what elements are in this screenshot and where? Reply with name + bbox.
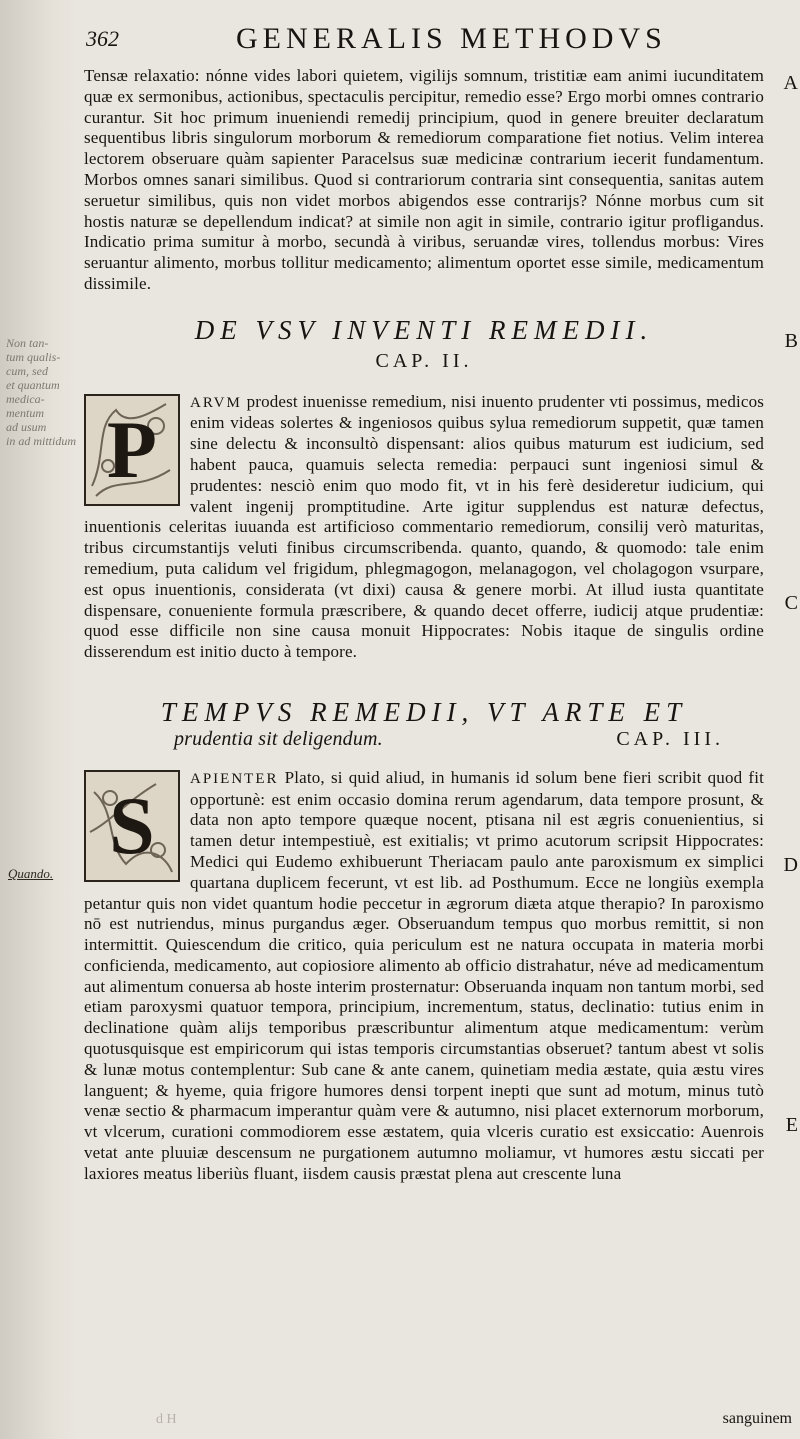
chapter-3-text: Plato, si quid aliud, in humanis id solum bene fieri scribit quod fit opportunè: est enim occasio domina rerum agendarum, data tempore prosunt, & data non apto tempore quæque nocent, ptisana nil est ægris conuenientius, si tamen detur intempestiuè, est exitialis; vt primo acutorum scripsit Hippocrates: Medici qui Eudemo exhibuerunt Theriacam paulo ante paroxismum ex simplici quartana duplicem fecerunt, vt est lib. ad Posthumum. Ecce ne longiùs exempla petantur quis non videt quantum hodie peccetur in ægrorum diæta atque therapio? In paroxismo nō est nutriendus, minus purgandus æger. Obseruandum tempus quo morbus remittit, si non intermittit. Quiescendum die critico, quia periculum est ne natura occupata in materia morbi conficienda, medicamento, aut copiosiore alimento ab officio distrahatur, néve ad medicamentum aut alimentum conuersa ab hoste interim prosternatur: Obseruanda inquam non tantum morbi, sed etiam paroxysmi quatuor tempora, principium, incrementum, status, declinatio: tutius enim in declinatione quàm alijs temporibus præscribuntur alimentum atque medicamentum: verùm quotusquisque est empiricorum qui istas temporis circumstantias obseruet? tantum abest vt solis & lunæ motus contemplentur: Sub cane & ante canem, quinetiam media æstate, quia æstu vires languent; & hyeme, quia frigore humores densi torpent inepti que sunt ad motum, minus tutò venæ sectio & pharmacum imperantur quàm vere & autumno, nisi placet externorum morborum, vt vlcerum, curationi commodiorem esse æstatem, quia vlceris curatio est exsiccatio: Auenrois vetat ante pluuiæ descensum ne purgationem autumno moliamur, vt humores æstu siccati per laxiores meatus liberiùs fluant, iisdem causis præstat plena aut crescente luna [84, 767, 764, 1183]
chapter-2-text: prodest inuenisse remedium, nisi inuento prudenter vti possimus, medicos enim videas solertes & ingeniosos quibus sylua remediorum suppetit, quæ tamen sine delectu & inconsultò dispensant: alios quibus maturum est iudicium, sed habent pauca, quamuis selecta remedia: perpauci sunt ingeniosi simul & prudentes: nesciò enim quo modo fit, vt in his ferè desideretur iudicium, qui valent ingenij promptitudine. Arte igitur supplendus est naturæ defectus, inuentionis celeritas iuuanda est artificioso commentario remediorum, consilij verò maturitas, tribus circumstantijs veluti finibus circumscribenda. quanto, quando, & quomodo: tale enim remedium, puta calidum vel frigidum, phlegmagogon, melanagogon, vel cholagogon vsurpare, est opus inuentionis, considerata (vt dixi) causa & genere morbi. At illud iusta quantitate dispensare, conueniente formula præscribere, & quando decet offerre, iudicij atque prudentiæ: quod esse difficile non sine causa monuit Hippocrates: Nobis itaque de singulis ordine disserendum est initio ducto à tempore. [84, 391, 764, 662]
signature-mark: d H [156, 1412, 177, 1427]
chapter-3-cap: CAP. III. [616, 727, 724, 750]
running-header [86, 22, 776, 58]
chapter-3-heading: TEMPVS REMEDII, VT ARTE ET [160, 696, 688, 727]
paragraph-opening: Tensæ relaxatio: nónne vides labori quietem, vigilijs somnum, tristitiæ eam animi iucunditatem quæ ex sermonibus, actionibus, spectaculis percipitur, remedio esse? Ergo morbi omnes contrario curantur. Sit hoc primum inueniendi remedij principium, quod in genere breuiter declaratum sequentibus libris singulorum morborum & remediorum comparatione fiet notius. Velim interea lectorem obseruare quàm sapienter Paracelsus suæ medicinæ contrarium iecerit fundamentum. Morbos omnes sanari similibus. Quod si contrariorum contraria sint consequentia, sanitas autem seruetur similibus, quis non videt morbos abigendos esse contrarijs? Nónne morbus cum sit hostis naturæ se depellendum indicat? at simile non agit in simile, contrario igitur profligandus. Indicatio prima sumitur à morbo, secundà à viribus, seruandæ vires, tollendus morbus: Vires seruantur alimento, morbus tollitur medicamento; alimentum oportet esse simile, medicamentum dissimile. [84, 66, 764, 293]
ornamental-initial-s: S [84, 770, 180, 882]
page-gutter [0, 0, 78, 1439]
margin-letter-d: D [783, 854, 798, 876]
margin-letter-e: E [785, 1114, 798, 1136]
page-number: 362 [86, 26, 119, 51]
margin-letter-a: A [783, 72, 798, 94]
margin-note-quando: Quando. [8, 866, 54, 881]
chapter-3-lead-word: APIENTER [190, 770, 279, 787]
main-text [84, 66, 764, 1185]
chapter-2-cap: CAP. II. [375, 349, 473, 372]
chapter-3-paragraph [84, 768, 764, 1185]
margin-letter-c: C [784, 592, 798, 614]
chapter-2-heading: DE VSV INVENTI REMEDII. [194, 314, 654, 345]
ornamental-initial-p: P [84, 394, 180, 506]
running-title: GENERALIS METHODVS [236, 22, 667, 55]
faded-margin-note: Non tan- tum qualis- cum, sed et quantum medica- mentum ad usum in ad mittidum [6, 336, 77, 448]
chapter-3-subtitle-row [84, 729, 764, 750]
chapter-2-lead-word: ARVM [190, 394, 242, 411]
chapter-2-paragraph [84, 392, 764, 663]
catchword: sanguinem [722, 1410, 792, 1427]
chapter-3-subtitle: prudentia sit deligendum. [174, 727, 383, 750]
margin-letter-b: B [784, 330, 798, 352]
